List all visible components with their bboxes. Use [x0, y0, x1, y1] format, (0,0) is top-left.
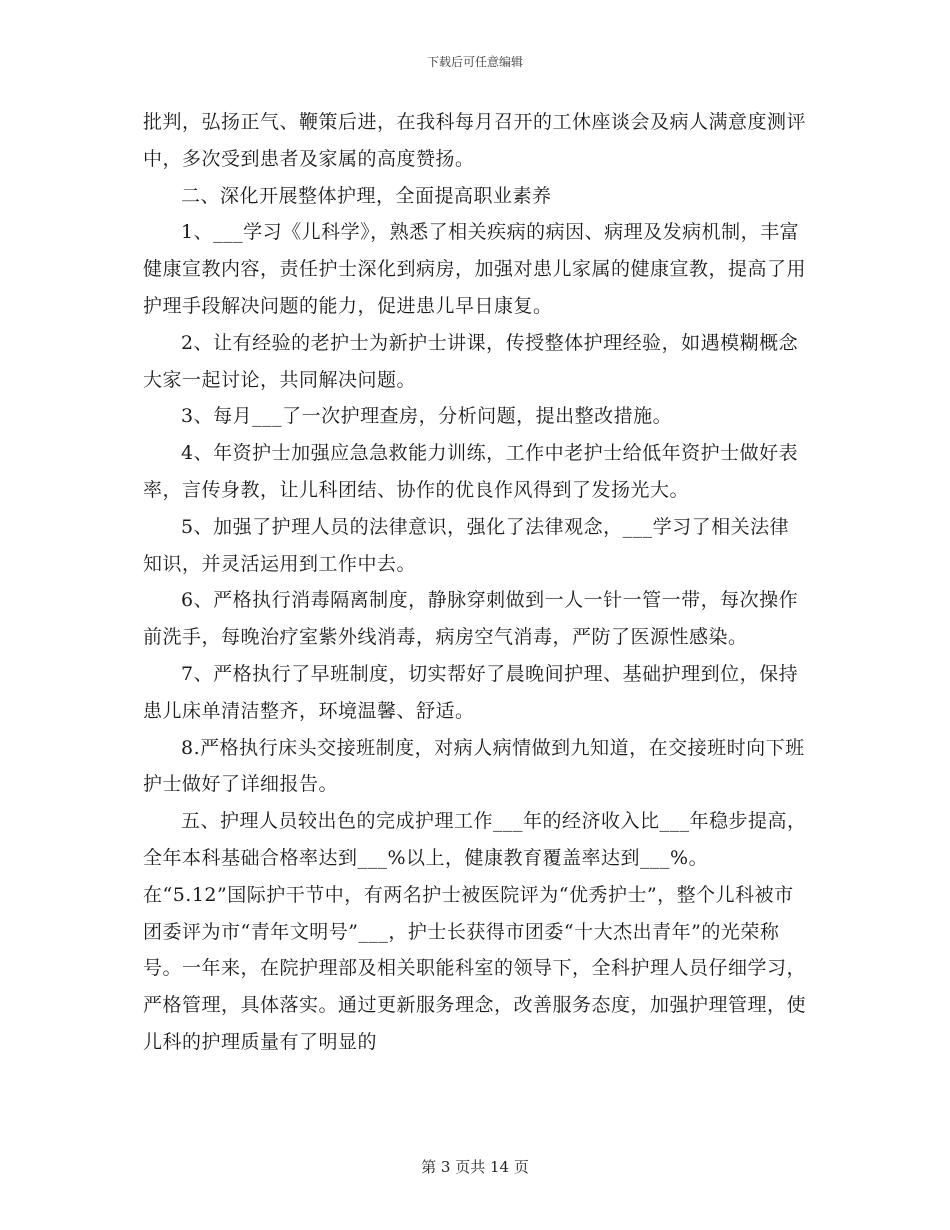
- list-item-4: 4、年资护士加强应急急救能力训练，工作中老护士给低年资护士做好表率，言传身教，让儿科团结、协作的优良作风得到了发扬光大。: [143, 442, 799, 501]
- page-header-note: 下载后可任意编辑: [426, 55, 523, 69]
- section-heading-2: 二、深化开展整体护理，全面提高职业素养: [181, 184, 552, 207]
- list-item-6: 6、严格执行消毒隔离制度，静脉穿刺做到一人一针一管一带，每次操作前洗手，每晚治疗室紫外线消毒，病房空气消毒，严防了医源性感染。: [143, 589, 799, 649]
- list-item-5: 5、加强了护理人员的法律意识，强化了法律观念，___学习了相关法律知识，并灵活运用到工作中去。: [143, 515, 790, 575]
- page-number: 第 3 页共 14 页: [421, 1158, 529, 1176]
- list-item-3: 3、每月___了一次护理查房，分析问题，提出整改措施。: [181, 405, 673, 428]
- list-item-2: 2、让有经验的老护士为新护士讲课，传授整体护理经验，如遇模糊概念大家一起讨论，共同解决问题。: [143, 331, 799, 391]
- document-body: [143, 104, 808, 1061]
- section-paragraph-5: 五、护理人员较出色的完成护理工作___年的经济收入比___年稳步提高，全年本科基础合格率达到___%以上，健康教育覆盖率达到___%。在“5.12”国际护干节中，有两名护士被医院评为“优秀护士”，整个儿科被市团委评为市“青年文明号”___，护士长获得市团委“十大杰出青年”的光荣称号。一年来，在院护理部及相关职能科室的领导下，全科护理人员仔细学习，严格管理，具体落实。通过更新服务理念，改善服务态度，加强护理管理，使儿科的护理质量有了明显的: [143, 810, 807, 1053]
- list-item-8: 8.严格执行床头交接班制度，对病人病情做到九知道，在交接班时向下班护士做好了详细报告。: [143, 736, 805, 796]
- list-item-1: 1、___学习《儿科学》，熟悉了相关疾病的病因、病理及发病机制，丰富健康宣教内容，责任护士深化到病房，加强对患儿家属的健康宣教，提高了用护理手段解决问题的能力，促进患儿早日康复。: [143, 221, 807, 317]
- paragraph-continuation: 批判，弘扬正气、鞭策后进，在我科每月召开的工休座谈会及病人满意度测评中，多次受到患者及家属的高度赞扬。: [143, 111, 807, 170]
- list-item-7: 7、严格执行了早班制度，切实帮好了晨晚间护理、基础护理到位，保持患儿床单清洁整齐，环境温馨、舒适。: [143, 662, 799, 722]
